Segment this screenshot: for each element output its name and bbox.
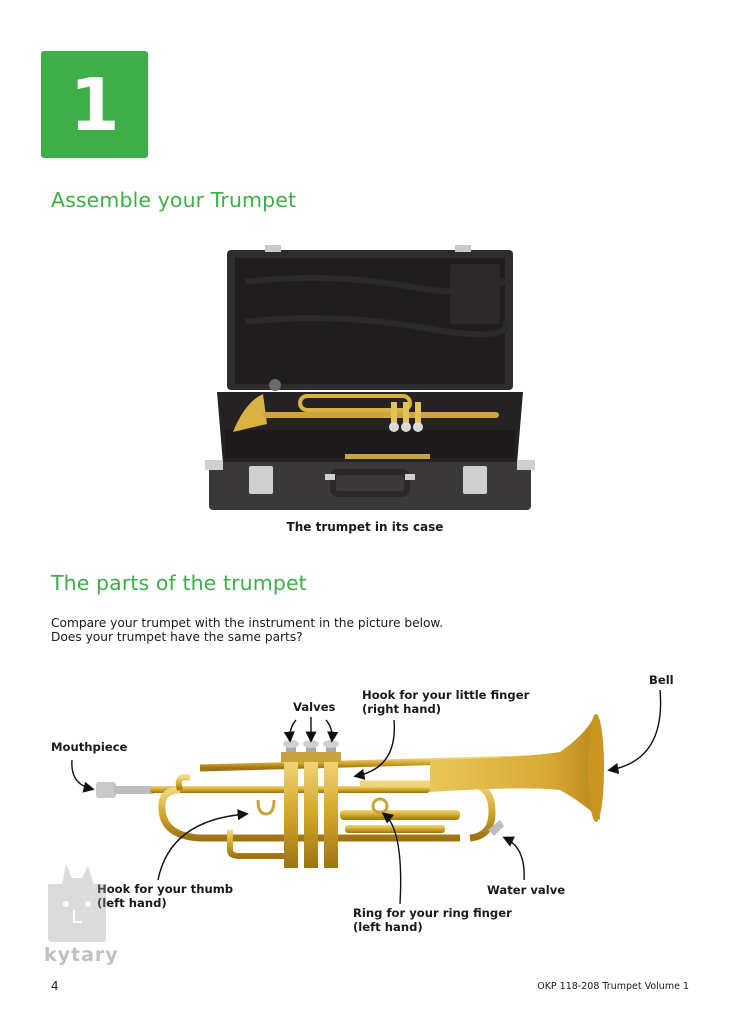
label-line: Valves xyxy=(293,700,336,714)
label-water-valve xyxy=(487,883,565,897)
section-heading-assemble: Assemble your Trumpet xyxy=(51,188,297,212)
label-line: Ring for your ring finger xyxy=(353,906,512,920)
label-line: (left hand) xyxy=(353,920,423,934)
label-thumb-hook xyxy=(97,882,233,910)
label-line: Bell xyxy=(649,673,674,687)
label-ring xyxy=(353,906,512,934)
intro-line: Compare your trumpet with the instrument in the picture below. xyxy=(51,616,444,630)
trumpet-drawing xyxy=(96,714,604,868)
section-heading-parts: The parts of the trumpet xyxy=(51,571,307,595)
case-caption: The trumpet in its case xyxy=(286,520,444,534)
label-little-finger-hook xyxy=(362,688,529,716)
chapter-number: 1 xyxy=(69,62,120,147)
trumpet-case-image xyxy=(205,242,535,512)
chapter-number-badge xyxy=(41,51,148,158)
intro-line: Does your trumpet have the same parts? xyxy=(51,630,303,644)
label-line: (left hand) xyxy=(97,896,167,910)
intro-paragraph xyxy=(51,616,443,644)
label-line: (right hand) xyxy=(362,702,442,716)
label-line: Hook for your thumb xyxy=(97,882,234,896)
label-line: Hook for your little finger xyxy=(362,688,530,702)
label-mouthpiece xyxy=(51,740,127,754)
label-valves xyxy=(293,700,335,714)
book-title: OKP 118-208 Trumpet Volume 1 xyxy=(537,981,689,992)
watermark-text: kytary xyxy=(44,944,119,966)
label-line: Water valve xyxy=(487,883,566,897)
label-line: Mouthpiece xyxy=(51,740,128,754)
page-number: 4 xyxy=(51,979,59,993)
label-bell xyxy=(649,673,674,687)
